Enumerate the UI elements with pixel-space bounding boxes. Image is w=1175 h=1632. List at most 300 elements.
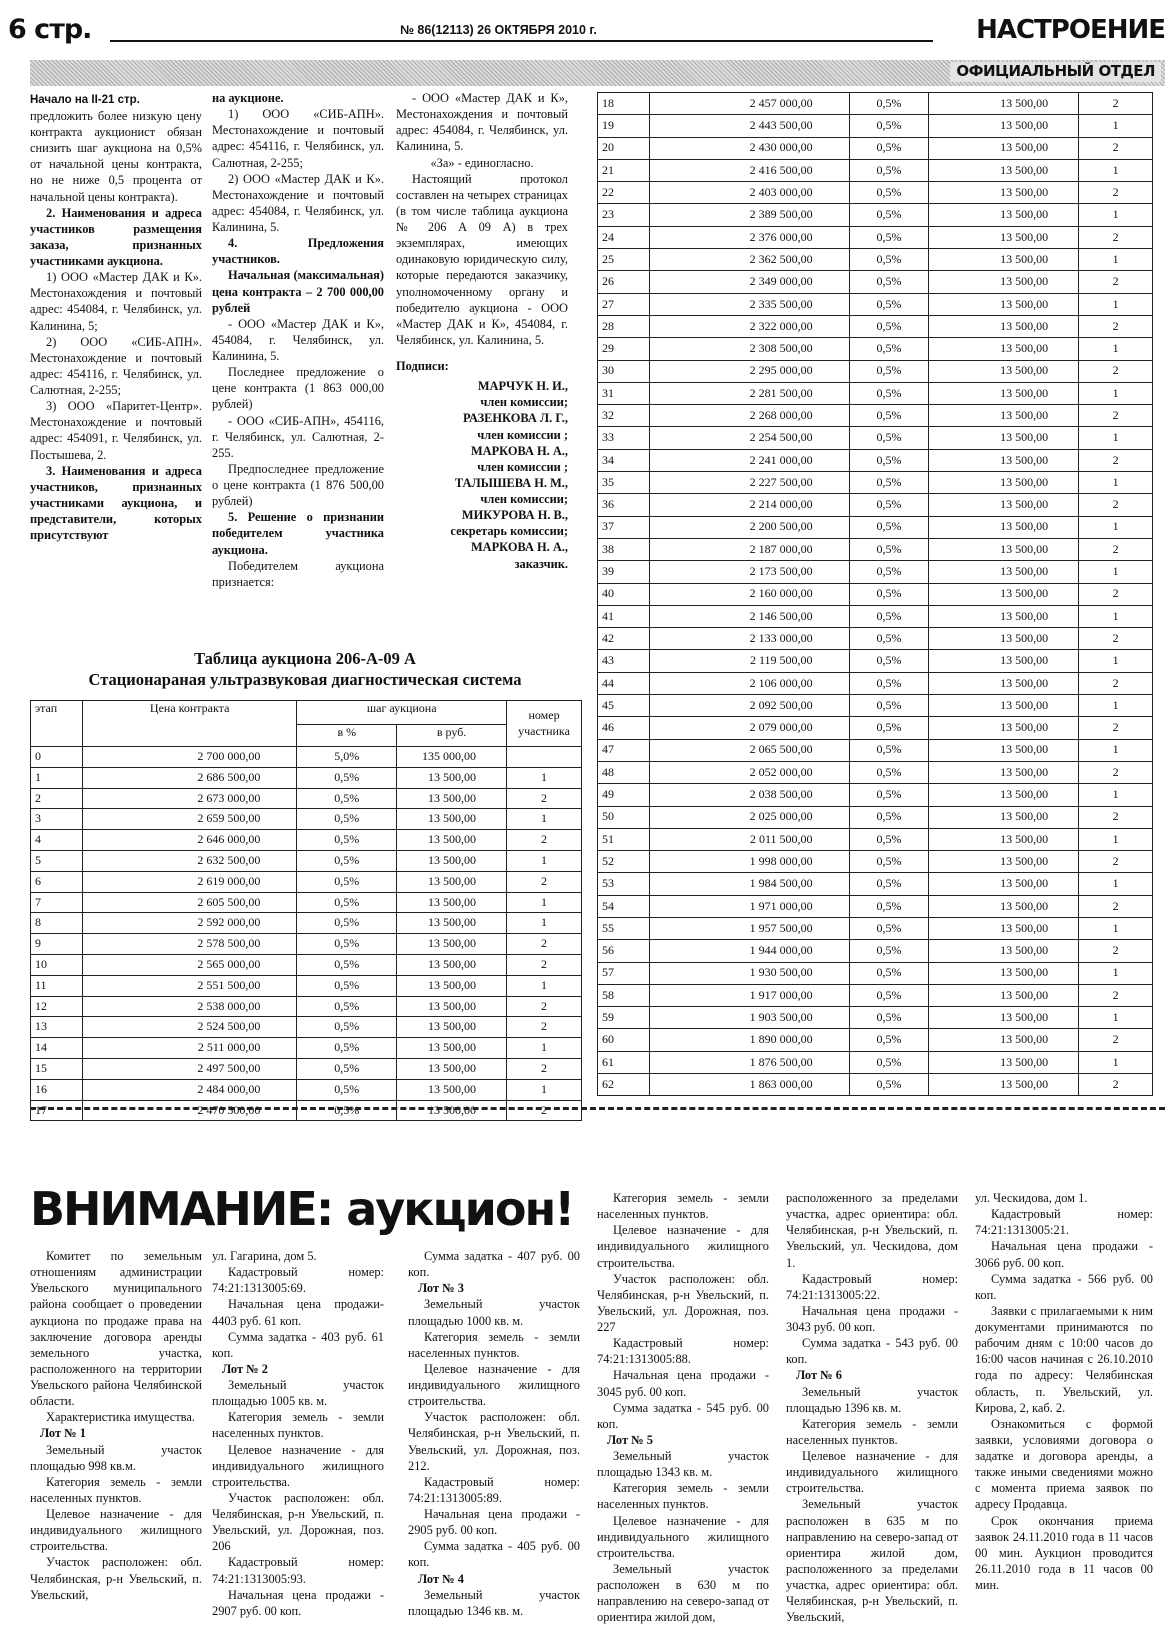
cell-step-pct: 0,5% — [849, 695, 929, 717]
cell-participant: 1 — [1079, 159, 1153, 181]
cell-step-rub: 13 500,00 — [397, 809, 507, 830]
cell-step-rub: 13 500,00 — [929, 472, 1079, 494]
cell-price: 1 971 000,00 — [649, 895, 849, 917]
paragraph: Земельный участок площадью 1005 кв. м. — [212, 1378, 384, 1409]
cell-participant — [507, 747, 582, 768]
header-participant: номер участника — [507, 701, 582, 747]
paragraph: 1) ООО «СИБ-АПН». Местонахождение и почтовый адрес: 454116, г. Челябинск, ул. Салютная, 2-255; — [212, 107, 384, 170]
paragraph: Целевое назначение - для индивидуального жилищного строительства. — [408, 1361, 580, 1409]
table-row — [598, 806, 1153, 828]
cell-price: 2 632 500,00 — [82, 850, 297, 871]
cell-participant: 2 — [507, 1017, 582, 1038]
cell-step-rub: 13 500,00 — [929, 204, 1079, 226]
cell-step-rub: 13 500,00 — [397, 871, 507, 892]
cell-participant: 2 — [1079, 137, 1153, 159]
cell-participant: 1 — [1079, 1051, 1153, 1073]
cell-step-pct: 0,5% — [297, 975, 397, 996]
table-row — [598, 561, 1153, 583]
cell-stage: 46 — [598, 717, 650, 739]
table-row — [598, 182, 1153, 204]
cell-step-pct: 0,5% — [297, 850, 397, 871]
cell-price: 2 295 000,00 — [649, 360, 849, 382]
cell-step-rub: 13 500,00 — [397, 996, 507, 1017]
table-row — [598, 405, 1153, 427]
paragraph: расположенного за пределами участка, адрес ориентира: обл. Челябинская, р-н Увельский, п. Увельский, ул. Ческидова, дом 1. — [786, 1191, 958, 1270]
cell-price: 1 917 000,00 — [649, 984, 849, 1006]
signatures — [396, 358, 568, 572]
cell-step-rub: 13 500,00 — [397, 954, 507, 975]
paragraph: Начальная цена продажи - 3045 руб. 00 коп. — [597, 1368, 769, 1399]
table-row — [598, 583, 1153, 605]
paragraph: Начальная цена продажи - 3043 руб. 00 коп. — [786, 1303, 958, 1334]
paragraph: Сумма задатка - 407 руб. 00 коп. — [408, 1249, 580, 1280]
cell-stage: 14 — [31, 1038, 83, 1059]
cell-step-rub: 13 500,00 — [929, 761, 1079, 783]
cell-price: 2 079 000,00 — [649, 717, 849, 739]
cell-stage: 29 — [598, 338, 650, 360]
table-row — [31, 934, 582, 955]
table-row — [31, 871, 582, 892]
cell-participant: 1 — [507, 809, 582, 830]
cell-price: 2 241 000,00 — [649, 449, 849, 471]
cell-price: 2 403 000,00 — [649, 182, 849, 204]
cell-stage: 50 — [598, 806, 650, 828]
cell-step-pct: 0,5% — [297, 954, 397, 975]
paragraph: Характеристика имущества. — [46, 1410, 195, 1425]
cell-step-rub: 13 500,00 — [929, 360, 1079, 382]
cell-price: 2 214 000,00 — [649, 494, 849, 516]
cell-step-rub: 13 500,00 — [397, 934, 507, 955]
cell-price: 2 065 500,00 — [649, 739, 849, 761]
table-row — [31, 830, 582, 851]
cell-participant: 2 — [1079, 895, 1153, 917]
paragraph: Земельный участок расположен в 635 м по направлению на северо-запад от ориентира жилой дом, расположенного за пределами участка, адрес ориентира: обл. Челябинская, р-н Увельский, п. Увельский, — [786, 1497, 958, 1625]
cell-step-pct: 0,5% — [849, 405, 929, 427]
cell-step-rub: 13 500,00 — [929, 672, 1079, 694]
cell-stage: 58 — [598, 984, 650, 1006]
table-row — [598, 538, 1153, 560]
cell-stage: 44 — [598, 672, 650, 694]
cell-step-rub: 13 500,00 — [397, 1017, 507, 1038]
paragraph: Кадастровый номер: 74:21:1313005:69. — [212, 1265, 384, 1296]
table-row — [31, 788, 582, 809]
paragraph: 1) ООО «Мастер ДАК и К». Местонахождения и почтовый адрес: 454084, г. Челябинск, ул. Калинина, 5; — [30, 270, 202, 333]
notice-column-4 — [597, 1190, 769, 1625]
cell-stage: 39 — [598, 561, 650, 583]
cell-step-rub: 13 500,00 — [397, 1100, 507, 1121]
signer-role: член комиссии ; — [477, 427, 568, 442]
paragraph: 2) ООО «СИБ-АПН». Местонахождение и почтовый адрес: 454116, г. Челябинск, ул. Салютная, 2-255; — [30, 334, 202, 398]
cell-price: 2 227 500,00 — [649, 472, 849, 494]
cell-step-pct: 0,5% — [849, 628, 929, 650]
cell-participant: 2 — [1079, 226, 1153, 248]
table-body-left — [31, 747, 582, 1121]
cell-price: 1 957 500,00 — [649, 917, 849, 939]
paragraph: Целевое назначение - для индивидуального жилищного строительства. — [786, 1449, 958, 1496]
lot-heading: Лот № 1 — [40, 1426, 86, 1441]
table-title: Таблица аукциона 206-А-09 А — [194, 649, 416, 668]
cell-price: 2 659 500,00 — [82, 809, 297, 830]
cell-step-rub: 13 500,00 — [929, 93, 1079, 115]
cell-price: 2 592 000,00 — [82, 913, 297, 934]
cell-step-rub: 13 500,00 — [929, 182, 1079, 204]
cell-price: 1 903 500,00 — [649, 1007, 849, 1029]
cell-stage: 31 — [598, 382, 650, 404]
cell-stage: 36 — [598, 494, 650, 516]
cell-participant: 2 — [507, 954, 582, 975]
cell-step-rub: 13 500,00 — [929, 695, 1079, 717]
cell-step-pct: 0,5% — [297, 767, 397, 788]
cell-step-pct: 0,5% — [849, 293, 929, 315]
cell-step-rub: 13 500,00 — [397, 767, 507, 788]
cell-step-pct: 0,5% — [849, 984, 929, 1006]
cell-price: 2 497 500,00 — [82, 1058, 297, 1079]
signatures-title: Подписи: — [396, 359, 449, 373]
paragraph: - ООО «Мастер ДАК и К», Местонахождения и почтовый адрес: 454084, г. Челябинск, ул. Калинина, 5. — [396, 91, 568, 154]
paragraph: Участок расположен: обл. Челябинская, р-н Увельский, п. Увельский, — [30, 1555, 202, 1602]
cell-stage: 51 — [598, 828, 650, 850]
cell-stage: 35 — [598, 472, 650, 494]
header-step-rub: в руб. — [397, 725, 507, 747]
cell-price: 2 470 500,00 — [82, 1100, 297, 1121]
cell-stage: 26 — [598, 271, 650, 293]
paragraph: Земельный участок площадью 998 кв.м. — [30, 1442, 202, 1473]
masthead-rule — [110, 40, 933, 42]
cell-step-pct: 0,5% — [849, 315, 929, 337]
cell-price: 2 538 000,00 — [82, 996, 297, 1017]
cell-participant: 2 — [507, 934, 582, 955]
cell-price: 2 268 000,00 — [649, 405, 849, 427]
table-row — [598, 472, 1153, 494]
cell-participant: 1 — [1079, 427, 1153, 449]
notice-column-3 — [408, 1248, 580, 1619]
cell-step-rub: 13 500,00 — [929, 561, 1079, 583]
cell-price: 2 578 500,00 — [82, 934, 297, 955]
notice-column-6 — [975, 1190, 1153, 1593]
cell-price: 2 443 500,00 — [649, 115, 849, 137]
cell-price: 2 430 000,00 — [649, 137, 849, 159]
cell-step-pct: 0,5% — [849, 851, 929, 873]
cell-step-pct: 0,5% — [849, 828, 929, 850]
cell-step-rub: 135 000,00 — [397, 747, 507, 768]
signer-role: секретарь комиссии; — [450, 524, 568, 539]
notice-column-2 — [212, 1248, 384, 1619]
cell-stage: 33 — [598, 427, 650, 449]
cell-stage: 32 — [598, 405, 650, 427]
section-heading: на аукционе. — [212, 91, 284, 105]
signer-name: ТАЛЫШЕВА Н. М., — [454, 475, 568, 490]
cell-step-rub: 13 500,00 — [929, 962, 1079, 984]
cell-participant: 1 — [1079, 739, 1153, 761]
cell-step-pct: 0,5% — [849, 784, 929, 806]
cell-stage: 61 — [598, 1051, 650, 1073]
paragraph: Целевое назначение - для индивидуального жилищного строительства. — [597, 1513, 769, 1560]
table-row — [598, 739, 1153, 761]
paragraph: Кадастровый номер: 74:21:1313005:22. — [786, 1271, 958, 1302]
cell-step-pct: 0,5% — [849, 895, 929, 917]
paragraph: - ООО «СИБ-АПН», 454116, г. Челябинск, ул. Салютная, 2-255. — [212, 413, 384, 460]
cell-participant: 2 — [1079, 940, 1153, 962]
cell-step-pct: 0,5% — [849, 472, 929, 494]
cell-price: 2 565 000,00 — [82, 954, 297, 975]
table-row — [31, 954, 582, 975]
cell-participant: 2 — [507, 871, 582, 892]
department-label: ОФИЦИАЛЬНЫЙ ОТДЕЛ — [950, 62, 1161, 82]
cell-step-pct: 0,5% — [849, 873, 929, 895]
cell-stage: 49 — [598, 784, 650, 806]
table-row — [598, 717, 1153, 739]
table-row — [31, 767, 582, 788]
cell-participant: 2 — [1079, 1074, 1153, 1096]
paragraph: Земельный участок площадью 1346 кв. м. — [408, 1587, 580, 1618]
table-row — [31, 975, 582, 996]
paragraph: 3) ООО «Паритет-Центр». Местонахождение и почтовый адрес: 454091, г. Челябинск, ул. Постышева, 2. — [30, 399, 202, 462]
paragraph: ул. Ческидова, дом 1. — [975, 1191, 1088, 1205]
cell-step-pct: 0,5% — [849, 962, 929, 984]
cell-stage: 59 — [598, 1007, 650, 1029]
cell-step-rub: 13 500,00 — [929, 650, 1079, 672]
section-heading: 4. Предложения участников. — [212, 236, 384, 267]
cell-step-pct: 0,5% — [297, 1079, 397, 1100]
cell-stage: 56 — [598, 940, 650, 962]
paragraph: Настоящий протокол составлен на четырех страницах (в том числе таблица аукциона № 206 А 09 А) в трех экземплярах, имеющих одинаковую юридическую силу, которые передаются заказчику, уполномоченному органу и победителю аукциона - ООО «Мастер ДАК и К», 454084, г. Челябинск, ул. Калинина, 5. — [396, 171, 568, 347]
paragraph: Категория земель - земли населенных пунктов. — [30, 1474, 202, 1505]
cell-participant: 1 — [1079, 828, 1153, 850]
cell-stage: 55 — [598, 917, 650, 939]
cell-participant: 2 — [1079, 315, 1153, 337]
cell-participant: 2 — [1079, 628, 1153, 650]
paragraph: Целевое назначение - для индивидуального жилищного строительства. — [212, 1442, 384, 1489]
paragraph: Кадастровый номер: 74:21:1313005:93. — [212, 1555, 384, 1586]
cell-step-rub: 13 500,00 — [929, 137, 1079, 159]
table-row — [31, 747, 582, 768]
cell-stage: 3 — [31, 809, 83, 830]
cell-price: 2 200 500,00 — [649, 516, 849, 538]
cell-price: 2 160 000,00 — [649, 583, 849, 605]
paragraph: Победителем аукциона признается: — [212, 558, 384, 589]
paragraph: Срок окончания приема заявок 24.11.2010 года в 11 часов 00 мин. Аукцион проводится 26.11.2010 года в 11 часов 00 мин. — [975, 1513, 1153, 1592]
cell-step-pct: 0,5% — [849, 561, 929, 583]
cell-stage: 8 — [31, 913, 83, 934]
signer-name: РАЗЕНКОВА Л. Г., — [462, 411, 568, 426]
paragraph: Кадастровый номер: 74:21:1313005:21. — [975, 1207, 1153, 1238]
cell-step-rub: 13 500,00 — [929, 917, 1079, 939]
cell-price: 2 322 000,00 — [649, 315, 849, 337]
table-row — [598, 427, 1153, 449]
cell-participant: 2 — [1079, 538, 1153, 560]
cell-participant: 1 — [1079, 873, 1153, 895]
cell-step-rub: 13 500,00 — [397, 975, 507, 996]
cell-price: 2 173 500,00 — [649, 561, 849, 583]
cell-step-rub: 13 500,00 — [929, 271, 1079, 293]
cell-price: 1 930 500,00 — [649, 962, 849, 984]
cell-step-rub: 13 500,00 — [929, 828, 1079, 850]
cell-stage: 41 — [598, 605, 650, 627]
cell-step-pct: 0,5% — [297, 996, 397, 1017]
cell-price: 1 876 500,00 — [649, 1051, 849, 1073]
cell-step-pct: 0,5% — [297, 871, 397, 892]
cell-price: 2 254 500,00 — [649, 427, 849, 449]
header-stage: этап — [31, 701, 83, 747]
cell-step-pct: 0,5% — [297, 1038, 397, 1059]
cell-price: 1 998 000,00 — [649, 851, 849, 873]
cell-stage: 24 — [598, 226, 650, 248]
cell-stage: 48 — [598, 761, 650, 783]
paragraph: Начальная цена продажи- 4403 руб. 61 коп. — [212, 1297, 384, 1328]
cell-step-rub: 13 500,00 — [929, 293, 1079, 315]
cell-participant: 1 — [1079, 115, 1153, 137]
page-number: 6 стр. — [8, 14, 92, 45]
table-row — [598, 137, 1153, 159]
paragraph: Сумма задатка - 405 руб. 00 коп. — [408, 1539, 580, 1570]
cell-step-pct: 0,5% — [849, 516, 929, 538]
cell-step-rub: 13 500,00 — [397, 1058, 507, 1079]
cell-step-rub: 13 500,00 — [929, 1007, 1079, 1029]
cell-step-pct: 0,5% — [849, 249, 929, 271]
cell-step-rub: 13 500,00 — [929, 338, 1079, 360]
cell-stage: 16 — [31, 1079, 83, 1100]
table-row — [598, 784, 1153, 806]
cell-step-pct: 0,5% — [297, 1017, 397, 1038]
paragraph: Начальная (максимальная) цена контракта – 2 700 000,00 рублей — [212, 268, 384, 315]
cell-participant: 1 — [507, 975, 582, 996]
paragraph: - ООО «Мастер ДАК и К», 454084, г. Челябинск, ул. Калинина, 5. — [212, 316, 384, 363]
cell-participant: 2 — [1079, 672, 1153, 694]
cell-participant: 1 — [1079, 293, 1153, 315]
table-row — [31, 996, 582, 1017]
cell-step-rub: 13 500,00 — [929, 605, 1079, 627]
cell-participant: 1 — [507, 850, 582, 871]
cell-step-pct: 0,5% — [849, 917, 929, 939]
cell-price: 2 686 500,00 — [82, 767, 297, 788]
paragraph: Комитет по земельным отношениям администрации Увельского муниципального района сообщает о проведении аукциона по продаже права на заключение договора аренды земельного участка, расположенного на территории Увельского района Челябинской области. — [30, 1249, 202, 1409]
cell-step-rub: 13 500,00 — [929, 851, 1079, 873]
table-row — [598, 315, 1153, 337]
table-row — [598, 449, 1153, 471]
cell-step-rub: 13 500,00 — [929, 449, 1079, 471]
cell-price: 2 416 500,00 — [649, 159, 849, 181]
cell-price: 2 281 500,00 — [649, 382, 849, 404]
cell-price: 2 308 500,00 — [649, 338, 849, 360]
paragraph: Заявки с прилагаемыми к ним документами принимаются по рабочим дням с 10:00 часов до 16:00 часов начиная с 26.10.2010 года по адресу: Челябинская область, п. Увельский, ул. Кирова, 2, каб. 2. — [975, 1303, 1153, 1415]
cell-step-pct: 0,5% — [849, 271, 929, 293]
cell-stage: 15 — [31, 1058, 83, 1079]
cell-step-pct: 0,5% — [849, 717, 929, 739]
header-step: шаг аукциона — [297, 701, 507, 725]
cell-participant: 1 — [1079, 338, 1153, 360]
table-row — [598, 695, 1153, 717]
table-row — [598, 873, 1153, 895]
cell-participant: 1 — [507, 913, 582, 934]
cell-stage: 45 — [598, 695, 650, 717]
header-price: Цена контракта — [82, 701, 297, 747]
header-step-pct: в % — [297, 725, 397, 747]
cell-participant: 2 — [1079, 405, 1153, 427]
table-row — [598, 828, 1153, 850]
table-row — [598, 851, 1153, 873]
paragraph: Категория земель - земли населенных пунктов. — [408, 1329, 580, 1360]
cell-step-rub: 13 500,00 — [929, 940, 1079, 962]
cell-participant: 2 — [1079, 271, 1153, 293]
cell-stage: 28 — [598, 315, 650, 337]
cell-step-rub: 13 500,00 — [929, 873, 1079, 895]
cell-stage: 43 — [598, 650, 650, 672]
cell-stage: 7 — [31, 892, 83, 913]
cell-price: 2 187 000,00 — [649, 538, 849, 560]
cell-step-rub: 13 500,00 — [929, 628, 1079, 650]
cell-stage: 0 — [31, 747, 83, 768]
cell-step-pct: 0,5% — [297, 913, 397, 934]
table-row — [598, 360, 1153, 382]
cell-participant: 2 — [507, 788, 582, 809]
cell-stage: 60 — [598, 1029, 650, 1051]
cell-price: 1 863 000,00 — [649, 1074, 849, 1096]
paragraph: Начальная цена продажи - 2905 руб. 00 коп. — [408, 1507, 580, 1538]
cell-participant: 2 — [1079, 806, 1153, 828]
cell-participant: 1 — [1079, 650, 1153, 672]
table-row — [31, 1058, 582, 1079]
cell-step-pct: 0,5% — [849, 672, 929, 694]
cell-step-pct: 0,5% — [849, 739, 929, 761]
table-row — [598, 1029, 1153, 1051]
table-row — [598, 605, 1153, 627]
protocol-column-3 — [396, 90, 568, 572]
paragraph: Начальная цена продажи - 2907 руб. 00 коп. — [212, 1587, 384, 1618]
cell-price: 2 673 000,00 — [82, 788, 297, 809]
cell-step-pct: 0,5% — [297, 892, 397, 913]
table-row — [598, 628, 1153, 650]
cell-step-pct: 0,5% — [849, 605, 929, 627]
paragraph: Земельный участок площадью 1396 кв. м. — [786, 1384, 958, 1415]
table-body-right — [598, 93, 1153, 1096]
continuation-note: Начало на II-21 стр. — [30, 94, 140, 106]
table-row — [31, 1100, 582, 1121]
cell-step-rub: 13 500,00 — [929, 115, 1079, 137]
cell-stage: 25 — [598, 249, 650, 271]
cell-price: 2 146 500,00 — [649, 605, 849, 627]
cell-step-rub: 13 500,00 — [929, 895, 1079, 917]
table-row — [598, 93, 1153, 115]
vote-result: «За» - единогласно. — [430, 155, 534, 170]
cell-price: 2 011 500,00 — [649, 828, 849, 850]
cell-price: 2 511 000,00 — [82, 1038, 297, 1059]
cell-price: 2 646 000,00 — [82, 830, 297, 851]
cell-step-rub: 13 500,00 — [929, 405, 1079, 427]
table-row — [598, 940, 1153, 962]
cell-step-pct: 0,5% — [849, 1051, 929, 1073]
cell-participant: 2 — [1079, 761, 1153, 783]
signer-role: член комиссии; — [480, 492, 568, 506]
lot-heading: Лот № 3 — [418, 1281, 464, 1296]
table-row — [598, 650, 1153, 672]
cell-stage: 47 — [598, 739, 650, 761]
cell-stage: 62 — [598, 1074, 650, 1096]
cell-step-rub: 13 500,00 — [397, 850, 507, 871]
table-row — [31, 1038, 582, 1059]
cell-stage: 22 — [598, 182, 650, 204]
paragraph: Участок расположен: обл. Челябинская, р-н Увельский, п. Увельский, ул. Дорожная, поз. 206 — [212, 1490, 384, 1554]
cell-stage: 2 — [31, 788, 83, 809]
cell-step-rub: 13 500,00 — [929, 717, 1079, 739]
paragraph: Категория земель - земли населенных пунктов. — [786, 1416, 958, 1447]
cell-participant: 1 — [507, 892, 582, 913]
cell-participant: 1 — [1079, 472, 1153, 494]
cell-stage: 20 — [598, 137, 650, 159]
cell-step-pct: 0,5% — [849, 137, 929, 159]
cell-stage: 53 — [598, 873, 650, 895]
lot-heading: Лот № 4 — [418, 1571, 464, 1586]
cell-step-pct: 0,5% — [849, 427, 929, 449]
